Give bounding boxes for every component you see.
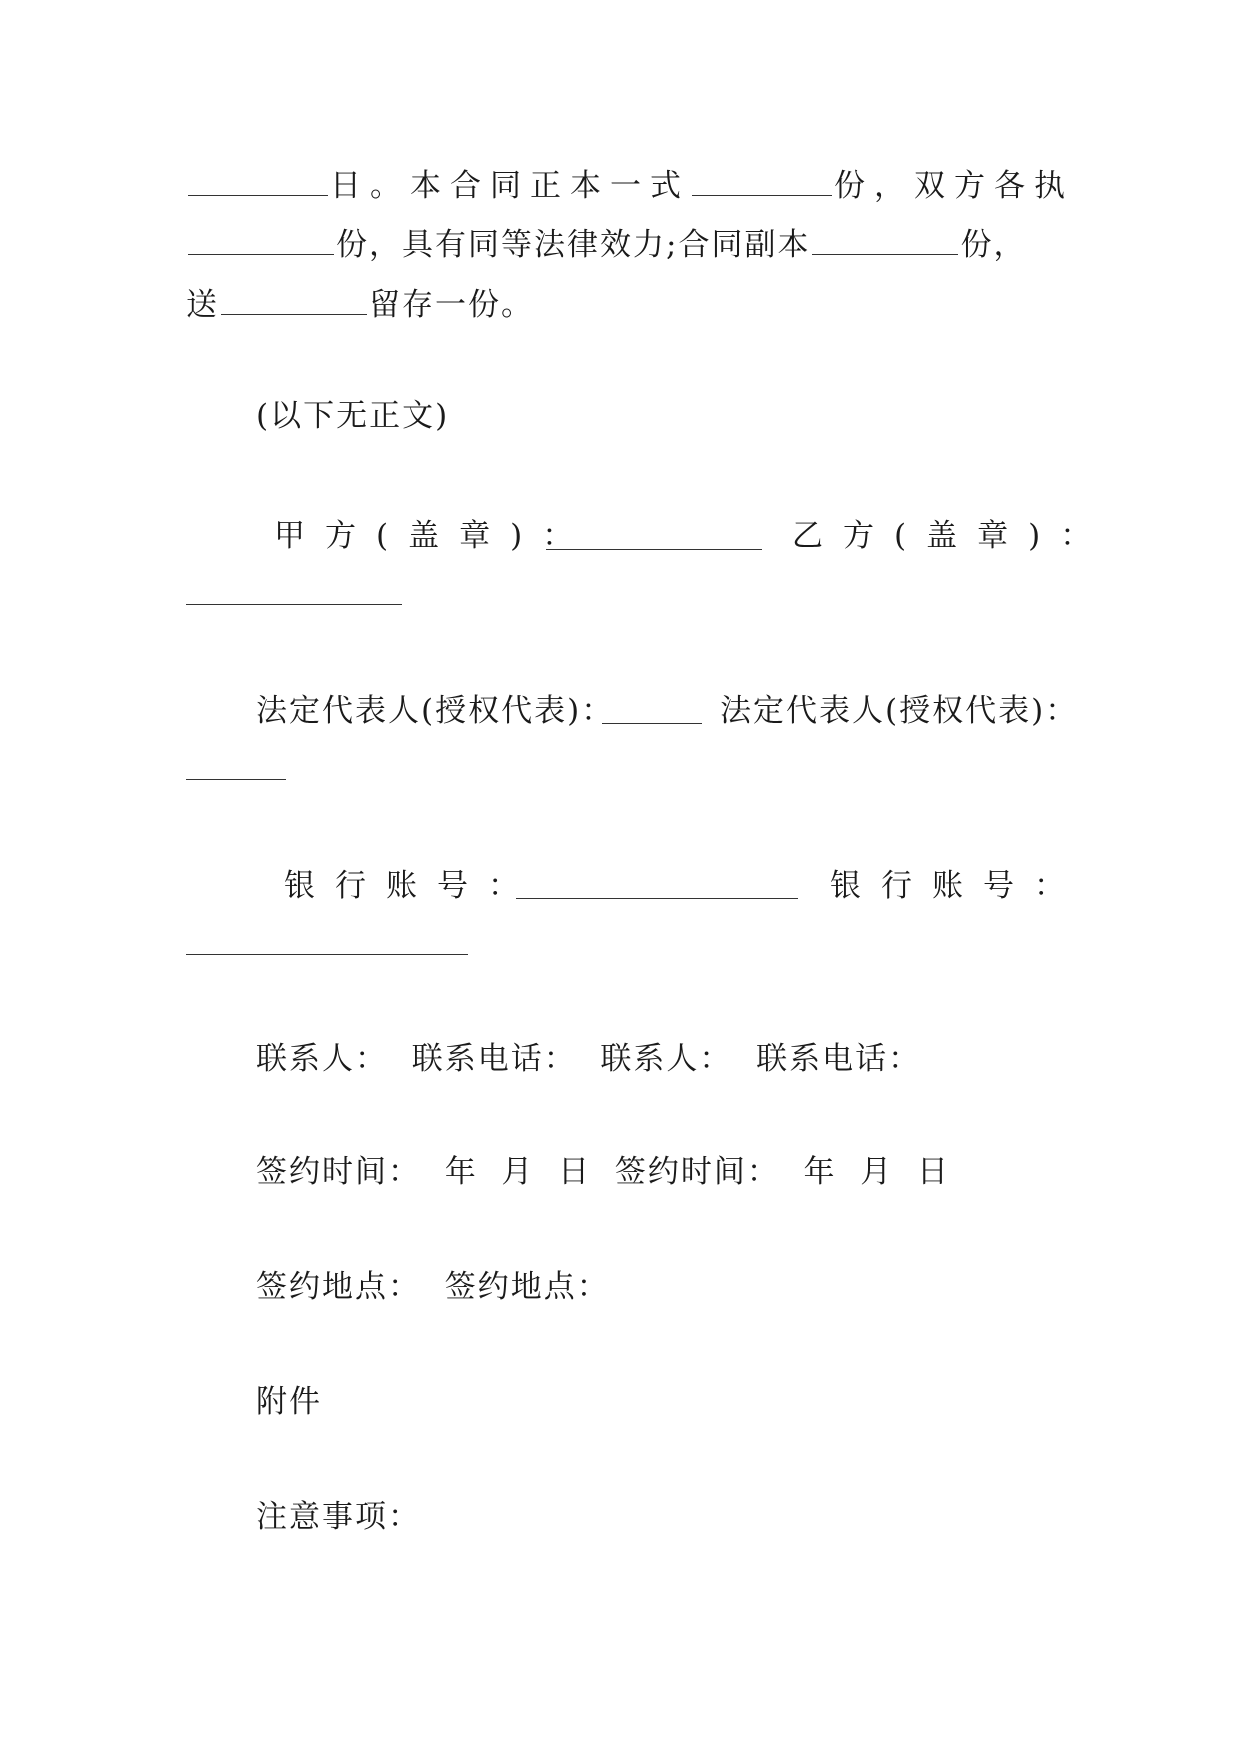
clause-line-2: [186, 225, 1026, 265]
sign-place-line: 签约地点： 签约地点：: [256, 1269, 610, 1305]
party-b-seal-label: 乙方(盖章)：: [792, 518, 1112, 554]
clause-line-3: [186, 285, 534, 325]
bank-account-b-label: 银行账号：: [830, 868, 1085, 904]
attachment-heading: 附件: [256, 1384, 322, 1420]
notes-heading: 注意事项：: [256, 1499, 421, 1535]
party-b-seal-blank: [186, 604, 402, 605]
blank-duplicate-copies: [812, 228, 958, 255]
blank-each-party: [188, 228, 334, 255]
blank-archive-party: [221, 288, 367, 315]
party-a-seal-blank: [546, 549, 762, 550]
clause-line-3-text-a: 送: [186, 287, 219, 323]
clause-line-1-text-b: 份，双方各执: [834, 168, 1074, 204]
bank-account-a-label: 银行账号：: [284, 868, 539, 904]
legal-rep-a-blank: [602, 723, 702, 724]
clause-line-3-text-b: 留存一份。: [369, 287, 534, 323]
clause-line-1: [186, 166, 1074, 206]
clause-line-2-text-a: 份，具有同等法律效力;合同副本: [336, 227, 811, 263]
contacts-line: 联系人： 联系电话： 联系人： 联系电话：: [256, 1041, 922, 1077]
legal-rep-b-label: 法定代表人(授权代表)：: [720, 693, 1079, 729]
blank-copies: [692, 169, 832, 196]
sign-time-line: 签约时间： 年 月 日 签约时间： 年 月 日: [256, 1154, 950, 1190]
legal-rep-b-blank: [186, 779, 286, 780]
end-of-text-note: (以下无正文): [256, 398, 450, 434]
clause-line-2-text-b: 份，: [960, 227, 1027, 263]
blank-day: [188, 169, 328, 196]
bank-account-b-blank: [186, 954, 468, 955]
clause-line-1-text-a: 日。本合同正本一式: [330, 168, 690, 204]
party-a-seal-label: 甲方(盖章)：: [274, 518, 594, 554]
bank-account-a-blank: [516, 898, 798, 899]
legal-rep-a-label: 法定代表人(授权代表)：: [256, 693, 615, 729]
